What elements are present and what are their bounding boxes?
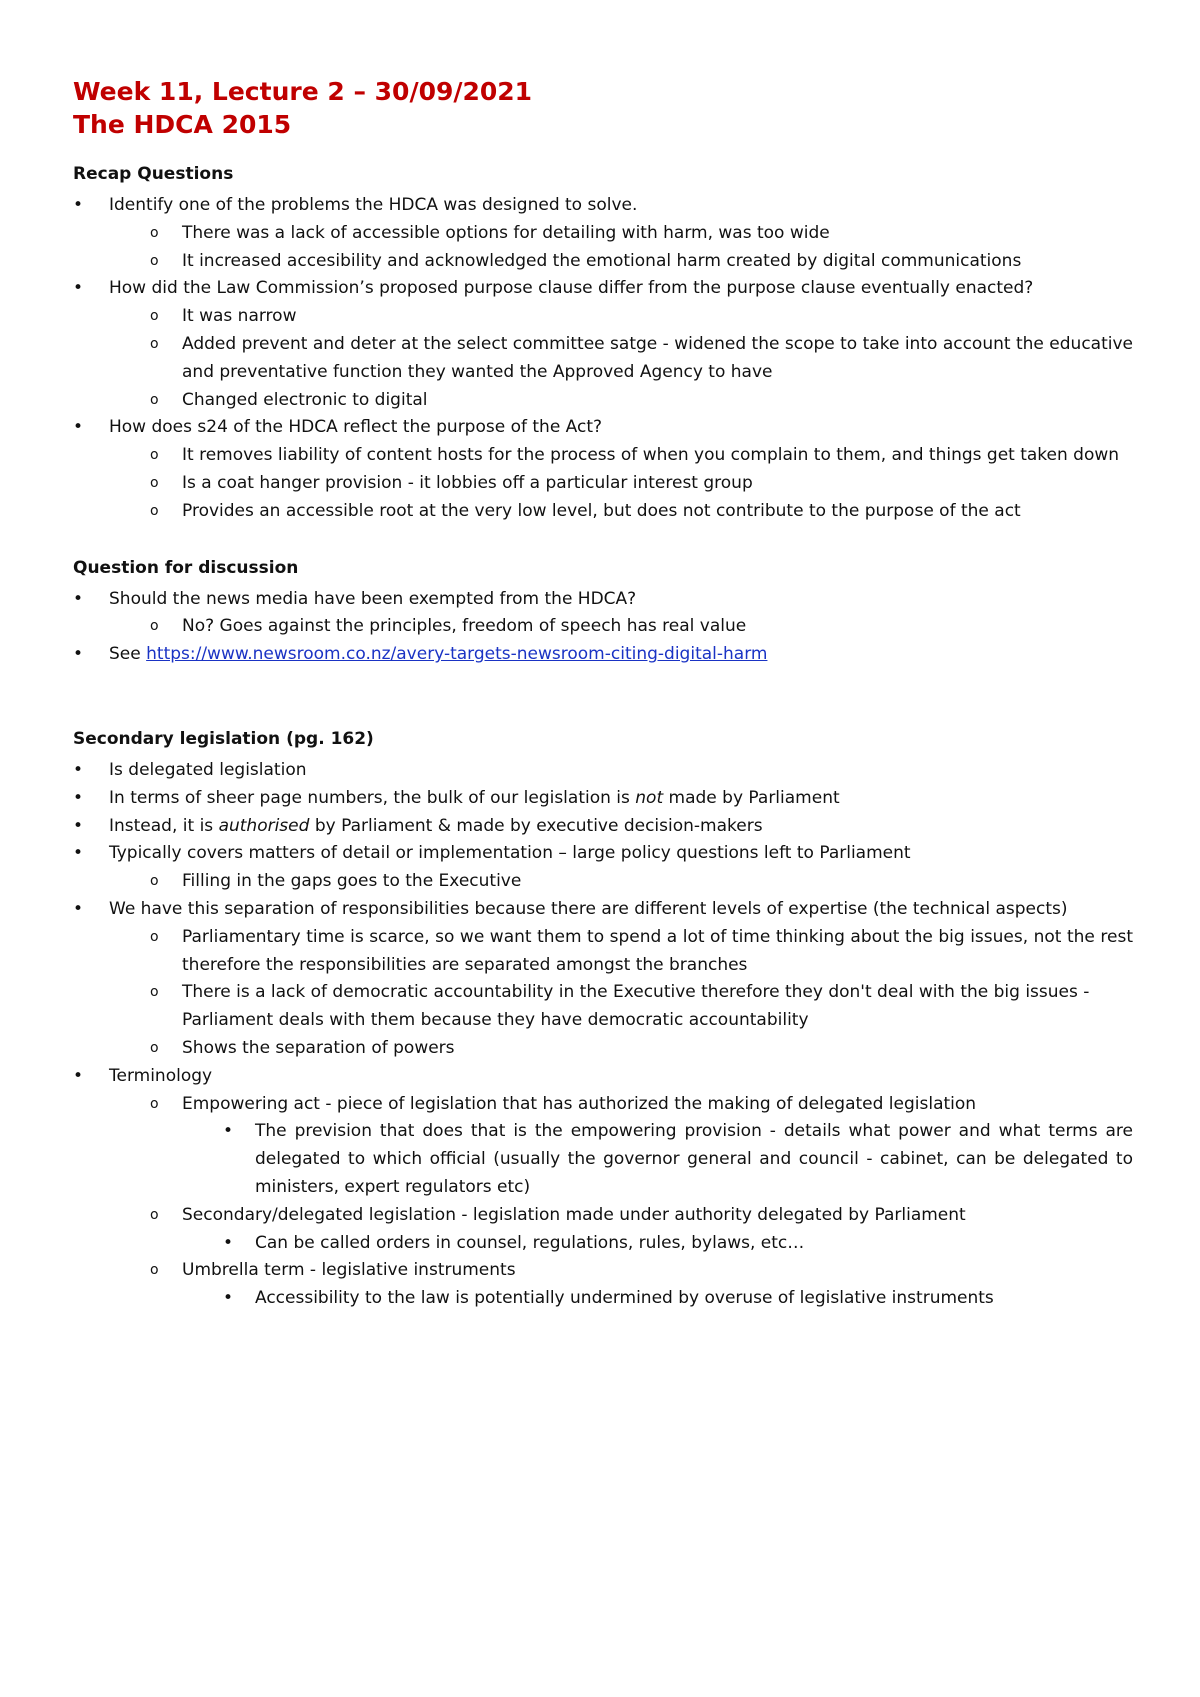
secondary-legislation-list [73, 757, 1133, 1313]
list-item [73, 331, 1133, 387]
circle-bullet-icon: o [150, 474, 159, 491]
list-item-text: It increased accesibility and acknowledged the emotional harm created by digital communications [182, 250, 1022, 271]
list-item [73, 586, 1133, 614]
list-item-text: How does s24 of the HDCA reflect the purpose of the Act? [109, 417, 603, 438]
list-item-text: Provides an accessible root at the very low level, but does not contribute to the purpose of the act [182, 500, 1021, 521]
secondary-legislation-heading: Secondary legislation (pg. 162) [73, 728, 374, 749]
list-item [73, 303, 1133, 331]
bullet-icon: • [73, 787, 84, 808]
list-item-text: There was a lack of accessible options for detailing with harm, was too wide [182, 222, 830, 243]
list-item [73, 1257, 1133, 1285]
discussion-heading: Question for discussion [73, 557, 299, 578]
bullet-icon: • [73, 278, 84, 299]
list-item-text: Added prevent and deter at the select committee satge - widened the scope to take into account the educative and preventative function they wanted the Approved Agency to have [182, 333, 1133, 382]
circle-bullet-icon: o [150, 335, 159, 352]
recap-heading: Recap Questions [73, 164, 234, 184]
list-item-text: The prevision that does that is the empowering provision - details what power and what terms are delegated to which official (usually the governor general and council - cabinet, can be delegated to ministers, expert regulators etc) [255, 1121, 1133, 1197]
bullet-icon: • [73, 195, 84, 215]
list-item [73, 248, 1133, 276]
list-item-text: Identify one of the problems the HDCA was designed to solve. [109, 195, 638, 215]
spacer [73, 526, 1133, 556]
circle-bullet-icon: o [150, 447, 159, 464]
circle-bullet-icon: o [150, 224, 159, 241]
list-item [73, 757, 1133, 785]
list-item [73, 1202, 1133, 1230]
list-item [73, 192, 1133, 220]
spacer [73, 669, 1133, 727]
list-item-text: It was narrow [182, 306, 297, 327]
list-item [73, 641, 1133, 669]
list-item [73, 275, 1133, 303]
list-item [73, 924, 1133, 980]
list-item-text-pre: In terms of sheer page numbers, the bulk of our legislation is [109, 787, 636, 808]
list-item-text: Is a coat hanger provision - it lobbies off a particular interest group [182, 472, 753, 493]
list-item-text: Accessibility to the law is potentially undermined by overuse of legislative instruments [255, 1288, 994, 1309]
bullet-icon: • [73, 898, 84, 919]
list-item [73, 813, 1133, 841]
list-item [73, 785, 1133, 813]
bullet-icon: • [73, 843, 84, 864]
bullet-icon: • [223, 1288, 234, 1309]
discussion-list [73, 586, 1133, 669]
list-item [73, 1285, 1133, 1313]
circle-bullet-icon: o [150, 308, 159, 325]
circle-bullet-icon: o [150, 252, 159, 269]
recap-list [73, 192, 1133, 526]
list-item [73, 1118, 1133, 1201]
list-item-text: Parliamentary time is scarce, so we want them to spend a lot of time thinking about the big issues, not the rest therefore the responsibilities are separated amongst the branches [182, 926, 1133, 975]
circle-bullet-icon: o [150, 1039, 159, 1056]
bullet-icon: • [73, 644, 84, 665]
bullet-icon: • [223, 1121, 234, 1142]
circle-bullet-icon: o [150, 873, 159, 890]
list-item-text: No? Goes against the principles, freedom of speech has real value [182, 616, 747, 637]
list-item-text: There is a lack of democratic accountability in the Executive therefore they don't deal with the big issues - Parliament deals with them because they have democratic accountability [182, 982, 1090, 1031]
list-item-text: Empowering act - piece of legislation that has authorized the making of delegated legislation [182, 1093, 977, 1114]
circle-bullet-icon: o [150, 618, 159, 635]
circle-bullet-icon: o [150, 1095, 159, 1112]
list-item [73, 387, 1133, 415]
bullet-icon: • [73, 815, 84, 836]
circle-bullet-icon: o [150, 502, 159, 519]
list-item-text: Changed electronic to digital [182, 389, 428, 410]
bullet-icon: • [73, 759, 84, 780]
list-item-text: Is delegated legislation [109, 759, 307, 780]
list-item [73, 896, 1133, 924]
lecture-subtitle: The HDCA 2015 [73, 110, 292, 139]
circle-bullet-icon: o [150, 1262, 159, 1279]
list-item-text: Secondary/delegated legislation - legislation made under authority delegated by Parliament [182, 1204, 966, 1225]
list-item [73, 613, 1133, 641]
list-item-text: Filling in the gaps goes to the Executive [182, 871, 522, 892]
list-item [73, 498, 1133, 526]
list-item [73, 1091, 1133, 1119]
list-item-text-post: made by Parliament [663, 787, 840, 808]
emphasis-text: authorised [218, 815, 310, 836]
list-item-text: Umbrella term - legislative instruments [182, 1260, 516, 1281]
circle-bullet-icon: o [150, 928, 159, 945]
list-item-text: Can be called orders in counsel, regulations, rules, bylaws, etc… [255, 1232, 805, 1253]
list-item-text: Shows the separation of powers [182, 1037, 455, 1058]
document-body [73, 76, 1133, 1313]
list-item-text: Typically covers matters of detail or implementation – large policy questions left to Parliament [109, 843, 911, 864]
list-item [73, 1230, 1133, 1258]
list-item [73, 442, 1133, 470]
list-item-text-pre: Instead, it is [109, 815, 219, 836]
circle-bullet-icon: o [150, 1206, 159, 1223]
list-item [73, 414, 1133, 442]
list-item-text-post: by Parliament & made by executive decision-makers [309, 815, 763, 836]
emphasis-text: not [635, 787, 664, 808]
bullet-icon: • [73, 588, 84, 609]
list-item-text: Terminology [109, 1065, 213, 1086]
lecture-title: Week 11, Lecture 2 – 30/09/2021 [73, 77, 533, 106]
list-item-text: How did the Law Commission’s proposed purpose clause differ from the purpose clause eventually enacted? [109, 278, 1034, 299]
circle-bullet-icon: o [150, 391, 159, 408]
list-item [73, 470, 1133, 498]
list-item [73, 868, 1133, 896]
list-item-text: We have this separation of responsibilities because there are different levels of expertise (the technical aspects) [109, 898, 1068, 919]
bullet-icon: • [223, 1232, 234, 1253]
list-item-text: Should the news media have been exempted from the HDCA? [109, 588, 637, 609]
list-item-text: It removes liability of content hosts for the process of when you complain to them, and things get taken down [182, 445, 1120, 466]
list-item [73, 979, 1133, 1035]
list-item [73, 220, 1133, 248]
bullet-icon: • [73, 417, 84, 438]
list-item [73, 1063, 1133, 1091]
bullet-icon: • [73, 1065, 84, 1086]
see-prefix: See [109, 644, 147, 665]
newsroom-article-link[interactable]: https://www.newsroom.co.nz/avery-targets-newsroom-citing-digital-harm [146, 644, 768, 665]
list-item [73, 840, 1133, 868]
list-item [73, 1035, 1133, 1063]
circle-bullet-icon: o [150, 984, 159, 1001]
